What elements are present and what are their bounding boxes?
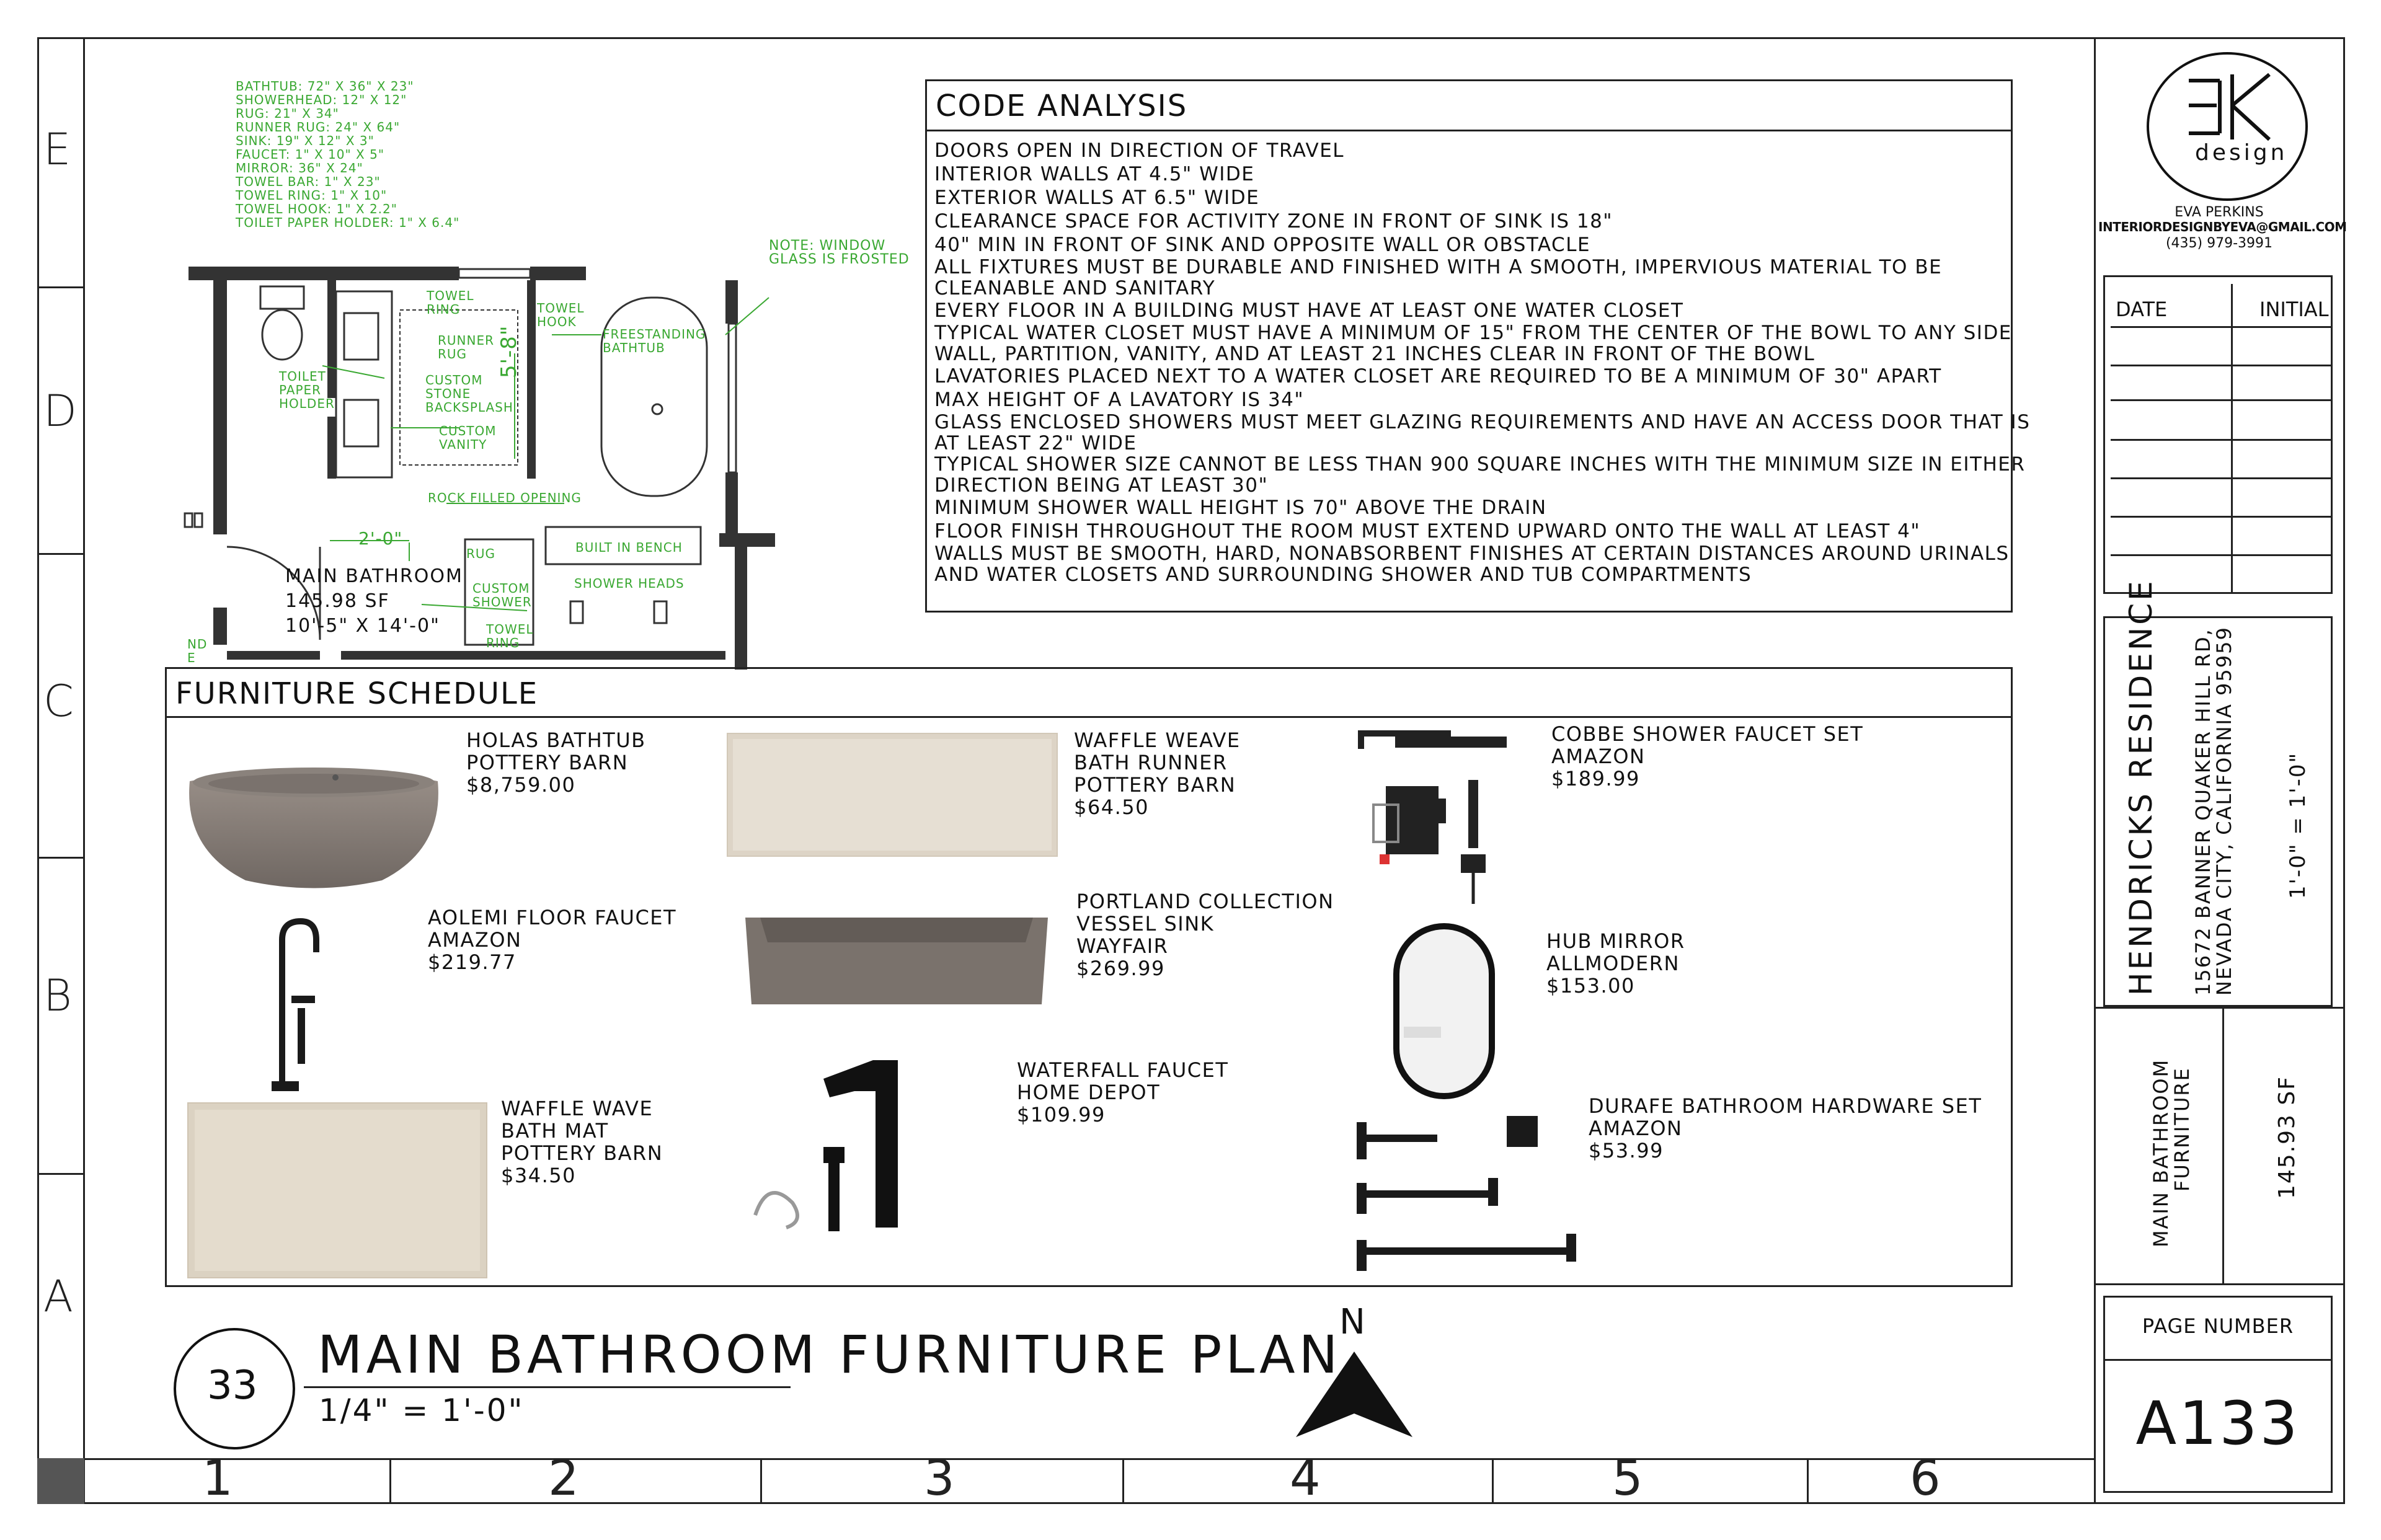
code-line: INTERIOR WALLS AT 4.5" WIDE bbox=[934, 163, 1255, 185]
item-vendor: POTTERY BARN bbox=[1074, 773, 1236, 797]
project-address-2: NEVADA CITY, CALIFORNIA 95959 bbox=[2212, 626, 2236, 996]
item-floor-faucet-text bbox=[428, 906, 676, 973]
bottom-grid-divider bbox=[37, 1458, 2094, 1460]
sheet-name-bottom-line bbox=[2094, 1283, 2345, 1285]
sheet-name-top-line bbox=[2094, 1007, 2345, 1009]
ek-logo-icon bbox=[2183, 68, 2276, 149]
vessel-sink-image bbox=[742, 905, 1052, 1011]
bathtub-label: FREESTANDING BATHTUB bbox=[603, 327, 706, 355]
backsplash-label: CUSTOM STONE BACKSPLASH bbox=[425, 373, 513, 415]
dim-line: SHOWERHEAD: 12" X 12" bbox=[236, 92, 407, 107]
col-label-5: 5 bbox=[1612, 1451, 1643, 1507]
code-line: EVERY FLOOR IN A BUILDING MUST HAVE AT LEAST ONE WATER CLOSET bbox=[934, 299, 1684, 322]
item-shower-faucet-text bbox=[1551, 723, 1863, 790]
towel-hook-label: TOWEL HOOK bbox=[537, 301, 585, 329]
rock-filled-opening-label: ROCK FILLED OPENING bbox=[428, 490, 582, 505]
date-header: DATE bbox=[2116, 298, 2168, 321]
drawing-scale: 1/4" = 1'-0" bbox=[319, 1392, 525, 1428]
code-analysis-header bbox=[927, 81, 2011, 131]
dim-line: FAUCET: 1" X 10" X 5" bbox=[236, 147, 385, 162]
revision-row-line bbox=[2111, 439, 2333, 441]
item-name: HOLAS BATHTUB bbox=[466, 728, 646, 752]
left-grid-divider bbox=[83, 37, 85, 1504]
item-mirror-text bbox=[1546, 930, 1685, 997]
code-line: AT LEAST 22" WIDE bbox=[934, 432, 1137, 454]
revision-row-line bbox=[2111, 399, 2333, 401]
dim-line: MIRROR: 36" X 24" bbox=[236, 161, 363, 175]
room-sf: 145.98 SF bbox=[285, 590, 390, 612]
item-name: COBBE SHOWER FAUCET SET bbox=[1551, 722, 1864, 746]
grid-corner-block bbox=[37, 1458, 84, 1504]
item-price: $219.77 bbox=[428, 950, 517, 974]
rug-label: RUG bbox=[466, 546, 496, 561]
dim-line: SINK: 19" X 12" X 3" bbox=[236, 133, 375, 148]
hardware-set-image bbox=[1352, 1110, 1587, 1277]
col-divider bbox=[1122, 1458, 1124, 1504]
north-label: N bbox=[1339, 1302, 1365, 1342]
item-price: $64.50 bbox=[1074, 795, 1149, 819]
revision-row-line bbox=[2111, 365, 2333, 366]
item-name: WAFFLE WAVE bbox=[501, 1097, 654, 1120]
col-divider bbox=[1807, 1458, 1809, 1504]
dim-5-8: 5'-8" bbox=[497, 325, 521, 378]
item-vessel-sink-text bbox=[1076, 890, 1334, 980]
room-name: MAIN BATHROOM bbox=[285, 565, 463, 587]
dim-line: BATHTUB: 72" X 36" X 23" bbox=[236, 79, 414, 94]
bathtub-image bbox=[184, 756, 444, 893]
drawing-title: MAIN BATHROOM FURNITURE PLAN bbox=[317, 1324, 1342, 1385]
item-price: $34.50 bbox=[501, 1164, 576, 1187]
item-price: $153.00 bbox=[1546, 974, 1635, 998]
towel-ring-label: TOWEL RING bbox=[427, 288, 474, 317]
initial-header: INITIAL bbox=[2259, 298, 2329, 321]
designer-name: EVA PERKINS bbox=[2175, 205, 2264, 220]
col-label-3: 3 bbox=[924, 1451, 955, 1507]
north-arrow-icon bbox=[1293, 1349, 1415, 1442]
revision-row-line bbox=[2111, 477, 2333, 479]
code-analysis-panel bbox=[925, 79, 2031, 613]
page-number-divider bbox=[2103, 1359, 2333, 1361]
row-label-c: C bbox=[43, 676, 74, 727]
code-line: WALLS MUST BE SMOOTH, HARD, NONABSORBENT FINISHES AT CERTAIN DISTANCES AROUND URINALS bbox=[934, 542, 2010, 565]
dim-line: TOWEL RING: 1" X 10" bbox=[236, 188, 388, 203]
dim-line: TOWEL HOOK: 1" X 2.2" bbox=[236, 201, 397, 216]
page-number: A133 bbox=[2135, 1389, 2300, 1458]
code-line: EXTERIOR WALLS AT 6.5" WIDE bbox=[934, 187, 1260, 209]
item-name: DURAFE BATHROOM HARDWARE SET bbox=[1589, 1094, 1982, 1118]
towel-ring-2-label: TOWEL RING bbox=[486, 622, 534, 650]
code-line: MAX HEIGHT OF A LAVATORY IS 34" bbox=[934, 389, 1305, 411]
revision-row-line bbox=[2111, 326, 2333, 328]
col-label-2: 2 bbox=[548, 1451, 579, 1507]
row-divider bbox=[37, 857, 84, 859]
project-address-1: 15672 BANNER QUAKER HILL RD, bbox=[2191, 628, 2215, 996]
window-note: NOTE: WINDOW GLASS IS FROSTED bbox=[769, 238, 910, 267]
waterfall-faucet-image bbox=[749, 1054, 935, 1234]
sheet-name-divider bbox=[2222, 1007, 2224, 1283]
dim-line: RUG: 21" X 34" bbox=[236, 106, 339, 121]
item-vendor: HOME DEPOT bbox=[1017, 1081, 1161, 1104]
code-line: WALL, PARTITION, VANITY, AND AT LEAST 21 INCHES CLEAR IN FRONT OF THE BOWL bbox=[934, 343, 1816, 365]
row-label-d: D bbox=[43, 386, 77, 436]
code-analysis-body bbox=[927, 131, 2031, 593]
toilet-paper-holder-label: TOILET PAPER HOLDER bbox=[279, 369, 335, 411]
page-number-label: PAGE NUMBER bbox=[2142, 1314, 2294, 1338]
item-vendor: WAYFAIR bbox=[1076, 934, 1169, 958]
code-analysis-title: CODE ANALYSIS bbox=[936, 89, 1188, 123]
code-line: MINIMUM SHOWER WALL HEIGHT IS 70" ABOVE THE DRAIN bbox=[934, 497, 1547, 519]
designer-phone: (435) 979-3991 bbox=[2165, 236, 2273, 251]
floor-faucet-image bbox=[260, 915, 347, 1095]
item-hardware-set-text bbox=[1589, 1095, 1982, 1162]
custom-shower-label: CUSTOM SHOWER bbox=[472, 581, 532, 609]
designer-email: INTERIORDESIGNBYEVA@GMAIL.COM bbox=[2098, 219, 2347, 234]
logo-text: design bbox=[2195, 140, 2288, 166]
row-label-b: B bbox=[43, 970, 72, 1021]
code-line: TYPICAL SHOWER SIZE CANNOT BE LESS THAN 900 SQUARE INCHES WITH THE MINIMUM SIZE IN EITHER bbox=[934, 453, 2026, 476]
item-vendor: ALLMODERN bbox=[1546, 952, 1680, 975]
code-line: LAVATORIES PLACED NEXT TO A WATER CLOSET ARE REQUIRED TO BE A MINIMUM OF 30" APART bbox=[934, 365, 1942, 387]
code-line: TYPICAL WATER CLOSET MUST HAVE A MINIMUM OF 15" FROM THE CENTER OF THE BOWL TO ANY SIDE bbox=[934, 322, 2012, 344]
project-scale: 1'-0" = 1'-0" bbox=[2286, 751, 2310, 899]
code-line: CLEANABLE AND SANITARY bbox=[934, 277, 1216, 299]
room-dims: 10'-5" X 14'-0" bbox=[285, 615, 440, 637]
row-label-e: E bbox=[43, 124, 71, 175]
sheet-area: 145.93 SF bbox=[2274, 1076, 2300, 1199]
item-name: HUB MIRROR bbox=[1546, 929, 1685, 953]
code-line: ALL FIXTURES MUST BE DURABLE AND FINISHED WITH A SMOOTH, IMPERVIOUS MATERIAL TO BE bbox=[934, 256, 1943, 278]
item-price: $269.99 bbox=[1076, 957, 1165, 980]
code-line: CLEARANCE SPACE FOR ACTIVITY ZONE IN FRONT OF SINK IS 18" bbox=[934, 210, 1613, 232]
code-line: DIRECTION BEING AT LEAST 30" bbox=[934, 474, 1269, 497]
revision-row-line bbox=[2111, 516, 2333, 518]
bath-runner-image bbox=[727, 733, 1058, 857]
dim-2-0: 2'-0" bbox=[358, 528, 403, 549]
col-label-6: 6 bbox=[1910, 1451, 1941, 1507]
item-price: $53.99 bbox=[1589, 1139, 1664, 1162]
sheet-name-1: MAIN BATHROOM bbox=[2149, 1058, 2173, 1247]
item-price: $189.99 bbox=[1551, 767, 1640, 790]
item-vendor: POTTERY BARN bbox=[466, 751, 629, 774]
mirror-image bbox=[1391, 921, 1497, 1101]
row-divider bbox=[37, 1173, 84, 1175]
item-vendor: AMAZON bbox=[1589, 1117, 1683, 1140]
shower-faucet-image bbox=[1352, 724, 1550, 910]
item-vendor: AMAZON bbox=[428, 928, 522, 952]
code-line: GLASS ENCLOSED SHOWERS MUST MEET GLAZING REQUIREMENTS AND HAVE AN ACCESS DOOR THAT IS bbox=[934, 411, 2031, 433]
dimensions-list bbox=[236, 79, 459, 229]
dim-line: TOILET PAPER HOLDER: 1" X 6.4" bbox=[236, 215, 460, 230]
drawing-number: 33 bbox=[207, 1363, 258, 1409]
furniture-schedule-header bbox=[167, 669, 2011, 718]
vanity-label: CUSTOM VANITY bbox=[439, 423, 497, 452]
furniture-schedule-title: FURNITURE SCHEDULE bbox=[175, 676, 539, 711]
dim-line: RUNNER RUG: 24" X 64" bbox=[236, 120, 401, 135]
item-name-2: BATH RUNNER bbox=[1074, 751, 1228, 774]
built-in-bench-label: BUILT IN BENCH bbox=[575, 540, 683, 555]
runner-rug-label: RUNNER RUG bbox=[438, 333, 494, 361]
project-name: HENDRICKS RESIDENCE bbox=[2123, 578, 2159, 996]
edge-note: ND E bbox=[187, 637, 208, 665]
dim-line: TOWEL BAR: 1" X 23" bbox=[236, 174, 381, 189]
col-label-1: 1 bbox=[202, 1451, 233, 1507]
item-vendor: AMAZON bbox=[1551, 745, 1646, 768]
item-name: AOLEMI FLOOR FAUCET bbox=[428, 906, 677, 929]
item-name: WAFFLE WEAVE bbox=[1074, 728, 1241, 752]
code-line: DOORS OPEN IN DIRECTION OF TRAVEL bbox=[934, 139, 1345, 162]
bath-mat-image bbox=[187, 1102, 487, 1278]
item-price: $8,759.00 bbox=[466, 773, 576, 797]
item-name-2: VESSEL SINK bbox=[1076, 912, 1215, 936]
item-price: $109.99 bbox=[1017, 1103, 1106, 1126]
drawing-title-underline bbox=[304, 1386, 791, 1388]
row-label-a: A bbox=[43, 1271, 73, 1322]
revision-row-line bbox=[2111, 554, 2333, 556]
sheet-name-2: FURNITURE bbox=[2170, 1067, 2194, 1192]
col-divider bbox=[1492, 1458, 1494, 1504]
item-bathtub-text bbox=[466, 729, 646, 796]
code-line: 40" MIN IN FRONT OF SINK AND OPPOSITE WALL OR OBSTACLE bbox=[934, 234, 1591, 256]
row-divider bbox=[37, 553, 84, 555]
col-divider bbox=[389, 1458, 391, 1504]
item-name-2: BATH MAT bbox=[501, 1119, 609, 1143]
col-divider bbox=[760, 1458, 762, 1504]
code-line: FLOOR FINISH THROUGHOUT THE ROOM MUST EXTEND UPWARD ONTO THE WALL AT LEAST 4" bbox=[934, 520, 1921, 542]
shower-heads-label: SHOWER HEADS bbox=[574, 576, 685, 591]
revision-table bbox=[2103, 275, 2333, 594]
code-line: AND WATER CLOSETS AND SURROUNDING SHOWER AND TUB COMPARTMENTS bbox=[934, 564, 1752, 586]
col-label-4: 4 bbox=[1290, 1451, 1321, 1507]
item-name: WATERFALL FAUCET bbox=[1017, 1058, 1229, 1082]
item-vendor: POTTERY BARN bbox=[501, 1141, 663, 1165]
row-divider bbox=[37, 286, 84, 288]
item-bath-mat-text bbox=[501, 1097, 663, 1187]
item-name: PORTLAND COLLECTION bbox=[1076, 890, 1334, 913]
item-waterfall-faucet-text bbox=[1017, 1059, 1228, 1126]
item-runner-text bbox=[1074, 729, 1241, 818]
